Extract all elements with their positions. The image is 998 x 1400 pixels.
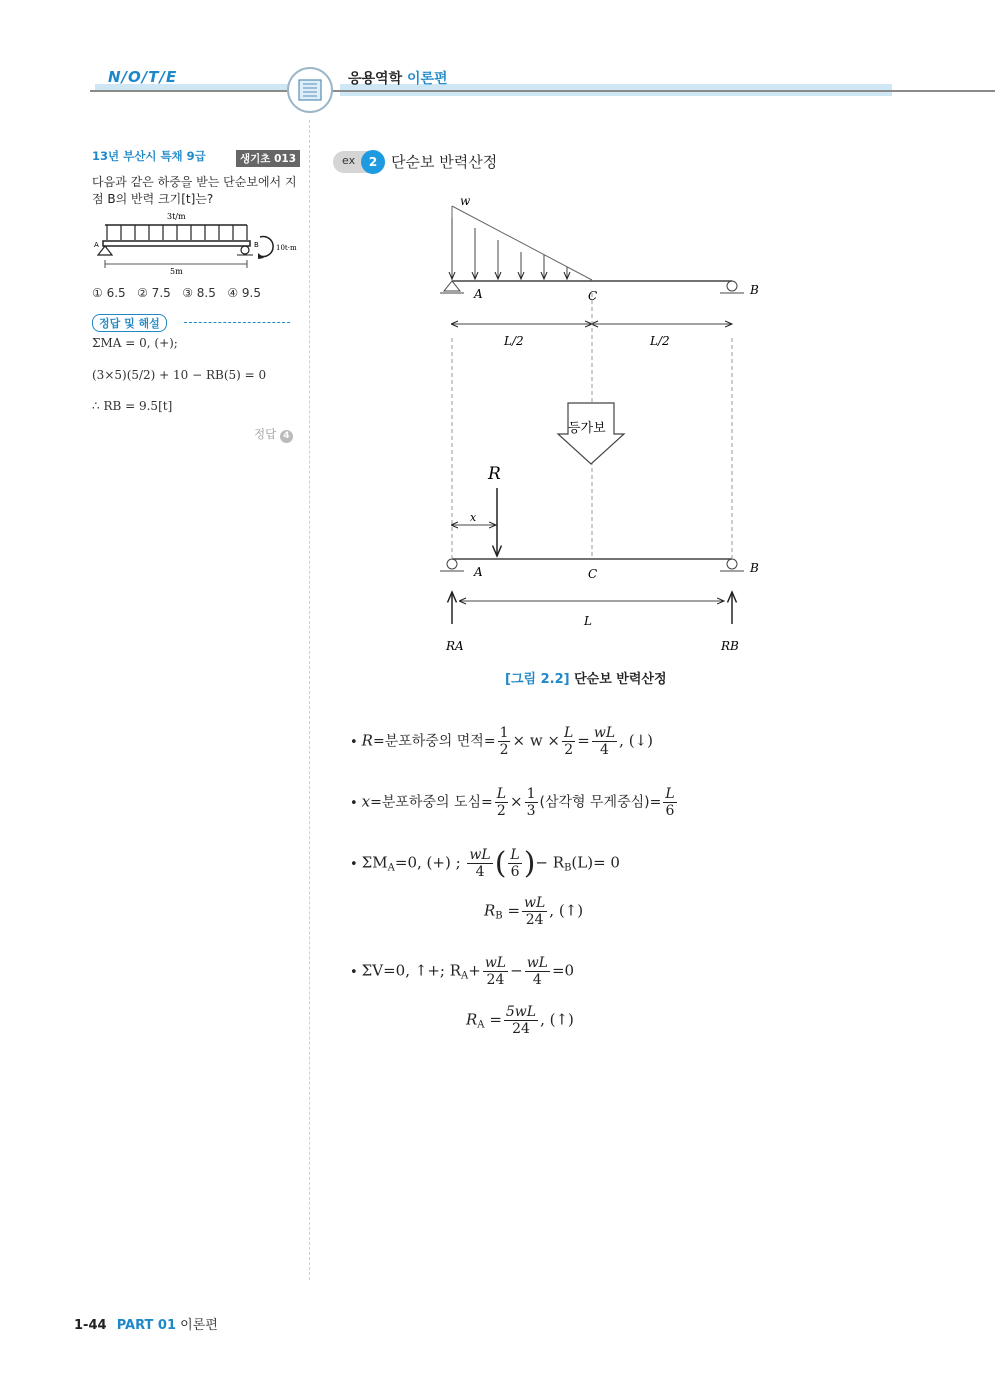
label-b-top: B [750,283,759,297]
solution-line-2: (3×5)(5/2) + 10 − RB(5) = 0 [92,368,267,382]
equation-2: • x=분포하중의 도심= $\frac{L}{2}$ × $\frac{1}{3}$ (삼각형 무게중심)= $\frac{L}{6}$ [350,786,675,819]
page-number: 1-44 [74,1318,107,1333]
beam-diagram [430,188,775,663]
note-logo: N/O/T/E [108,68,178,86]
equation-6: $R_A$ = $\frac{5wL}{24}$ , (↑) [466,1004,574,1037]
column-divider [309,120,310,1280]
question-badge: 생기초 013 [236,150,300,167]
fig-moment-label: 10t·m [276,244,297,252]
figure-caption-number: [그림 2.2] [505,672,570,687]
equation-3: • $\Sigma M_A=0$, (+) ; $\frac{wL}{4}$ ( $\frac{L}{6}$ )− $R_B(L)= 0$ [350,846,620,881]
label-c-bottom: C [588,567,598,581]
label-equiv: 등가보 [568,421,606,436]
solution-tag [92,314,167,332]
label-c-top: C [588,289,598,303]
book-icon [286,66,334,114]
equation-1: • R=분포하중의 면적= $\frac{1}{2}$ × w × $\frac{L}{2}$ = $\frac{wL}{4}$ , (↓) [350,725,653,758]
solution-line-3: ∴ RB = 9.5[t] [92,399,173,413]
header-title-sub: 이론편 [406,71,448,87]
choice-2: ② 7.5 [137,286,171,300]
footer-part: PART 01 [116,1318,176,1333]
label-x: x [470,511,477,524]
choice-3: ③ 8.5 [182,286,216,300]
label-a-top: A [474,287,483,301]
choices [92,286,261,300]
exam-source: 13년 부산시 특채 9급 [92,149,206,163]
fig-b-label: B [254,241,259,249]
question-beam-figure [92,210,307,280]
solution-line-1: ΣMA = 0, (+); [92,336,178,350]
fig-load-label: 3t/m [167,212,186,221]
header-title [348,68,448,88]
solution-tag-label: 정답 및 해설 [92,314,167,332]
example-number: 2 [361,150,385,174]
footer-section: 이론편 [180,1318,218,1333]
label-l: L [584,614,592,628]
label-ra: RA [446,639,464,653]
answer [254,426,293,443]
label-half-2: L/2 [650,334,670,348]
label-r: R [488,464,501,484]
example-pill [333,151,385,173]
label-w: w [460,194,471,208]
choice-4: ④ 9.5 [227,286,261,300]
equation-5: • ΣV=0, ↑+; $R_A+$ $\frac{wL}{24}$ − $\frac{wL}{4}$ =0 [350,955,575,988]
answer-label: 정답 [254,427,277,441]
figure-caption-text: 단순보 반력산정 [574,672,667,687]
label-b-bottom: B [750,561,759,575]
question-text: 다음과 같은 하중을 받는 단순보에서 지점 B의 반력 크기[t]는? [92,175,297,206]
example-title: 단순보 반력산정 [391,153,498,171]
solution-divider [184,322,290,323]
header-rule [90,90,995,92]
fig-a-label: A [94,241,99,249]
figure-caption [505,668,667,687]
choice-1: ① 6.5 [92,286,126,300]
label-half-1: L/2 [504,334,524,348]
equation-4: $R_B$ = $\frac{wL}{24}$ , (↑) [484,895,584,928]
answer-number: 4 [280,430,293,443]
header-title-main: 응용역학 [348,71,403,87]
fig-span-label: 5m [170,267,183,276]
label-rb: RB [721,639,739,653]
footer [74,1314,218,1333]
example-label: ex [342,154,356,167]
label-a-bottom: A [474,565,483,579]
